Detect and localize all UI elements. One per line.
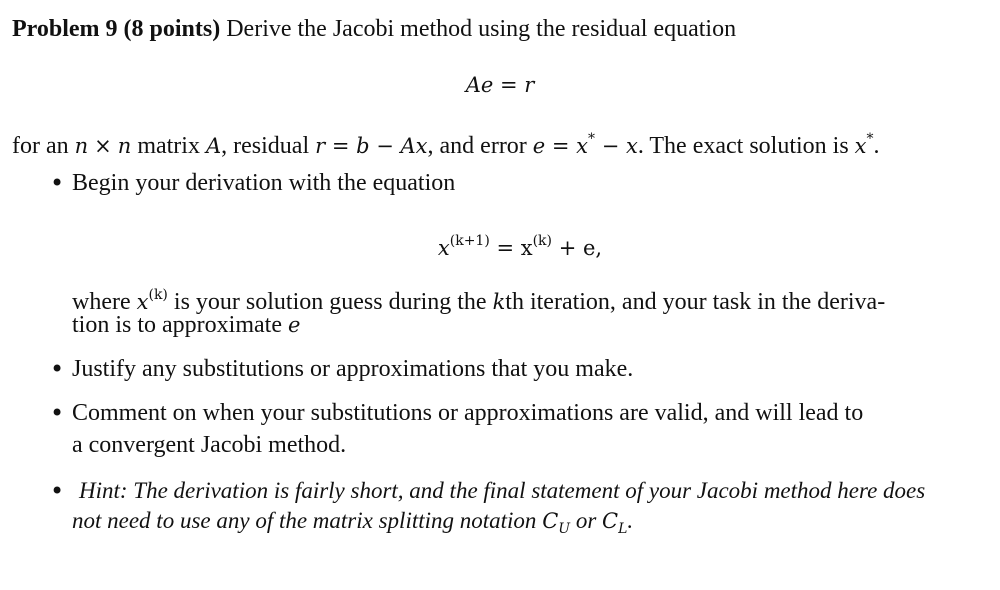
hint-line-1: Hint: The derivation is fairly short, and the final statement of your Jacobi method here does <box>79 478 926 503</box>
bullet-3-marker: • <box>50 399 65 427</box>
iteration-equation: $x^{(k+1)} = x^{(k)} + e$, <box>437 233 603 260</box>
bullet-3-line-1: Comment on when your substitutions or approximations are valid, and will lead to <box>72 400 864 426</box>
problem-statement: Derive the Jacobi method using the residual equation <box>226 16 737 42</box>
bullet-2-text: Justify any substitutions or approximations that you make. <box>72 356 634 382</box>
bullet-1-text: Begin your derivation with the equation <box>72 170 456 196</box>
where-line-1: where $x^{(k)}$ is your solution guess during the kth iteration, and your task in the deriva- <box>72 287 886 315</box>
bullet-4-marker: • <box>50 477 65 505</box>
bullet-1-marker: • <box>50 169 65 197</box>
bullet-2-marker: • <box>50 355 65 383</box>
bullet-3-line-2: a convergent Jacobi method. <box>72 432 347 458</box>
hint-line-2: not need to use any of the matrix splitting notation $C_U$ or $C_L$. <box>72 508 634 537</box>
where-line-2: tion is to approximate e <box>72 312 301 338</box>
problem-statement-line <box>12 14 736 44</box>
problem-label: Problem 9 (8 points) <box>12 16 221 42</box>
setup-line: for an n × n matrix A, residual r = b − Ax, and error e = x* − x. The exact solution is x*. <box>12 131 880 159</box>
residual-equation: Ae = r <box>465 73 535 97</box>
